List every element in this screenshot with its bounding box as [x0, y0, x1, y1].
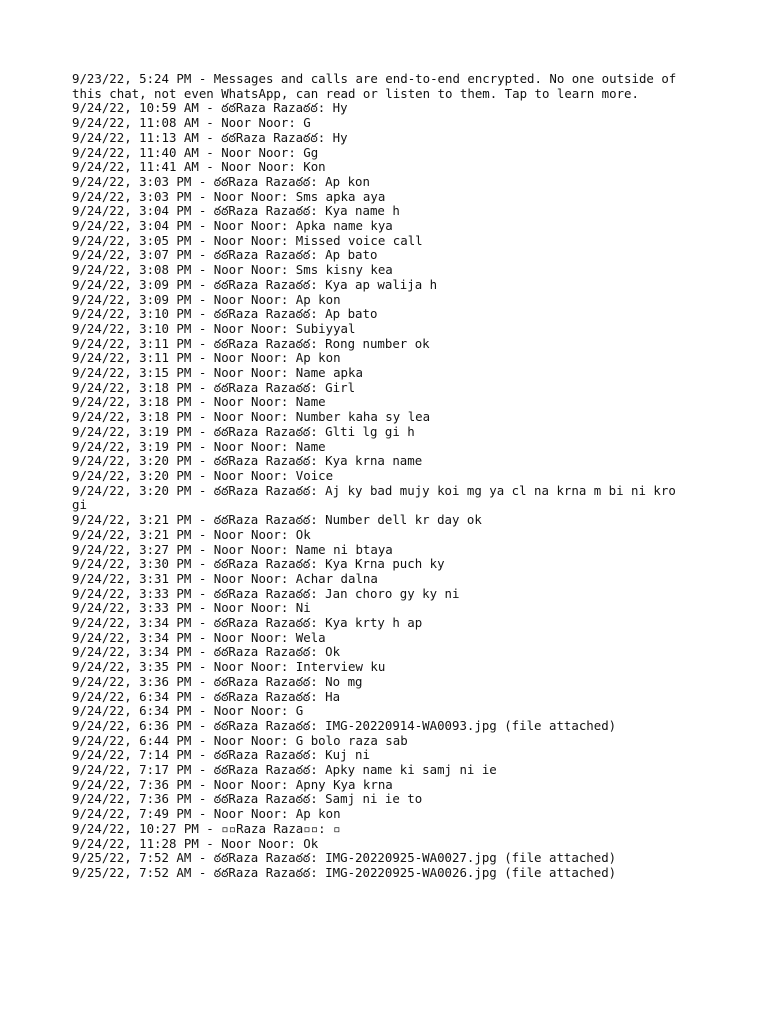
- chat-line: 9/24/22, 3:30 PM - ఠఠRaza Razaఠఠ: Kya Krna puch ky: [72, 556, 445, 572]
- chat-line: 9/24/22, 11:40 AM - Noor Noor: Gg: [72, 144, 319, 160]
- chat-line: 9/24/22, 3:10 PM - ఠఠRaza Razaఠఠ: Ap bato: [72, 306, 378, 322]
- chat-line: 9/24/22, 6:44 PM - Noor Noor: G bolo raza sab: [72, 732, 408, 748]
- chat-line: 9/24/22, 11:13 AM - ఠఠRaza Razaఠఠ: Hy: [72, 129, 348, 145]
- chat-line: 9/24/22, 6:36 PM - ఠఠRaza Razaఠఠ: IMG-20220914-WA0093.jpg (file attached): [72, 717, 617, 733]
- chat-line: 9/24/22, 3:33 PM - ఠఠRaza Razaఠఠ: Jan choro gy ky ni: [72, 585, 460, 601]
- chat-line: 9/24/22, 3:10 PM - Noor Noor: Subiyyal: [72, 320, 356, 336]
- chat-line: 9/24/22, 7:17 PM - ఠఠRaza Razaఠఠ: Apky name ki samj ni ie: [72, 762, 497, 778]
- chat-line: 9/24/22, 3:11 PM - Noor Noor: Ap kon: [72, 350, 341, 366]
- chat-line: 9/24/22, 3:19 PM - ఠఠRaza Razaఠఠ: Glti lg gi h: [72, 423, 415, 439]
- chat-line: 9/24/22, 3:07 PM - ఠఠRaza Razaఠఠ: Ap bato: [72, 247, 378, 263]
- chat-line: 9/25/22, 7:52 AM - ఠఠRaza Razaఠఠ: IMG-20220925-WA0026.jpg (file attached): [72, 864, 617, 880]
- chat-line: 9/24/22, 7:36 PM - ఠఠRaza Razaఠఠ: Samj ni ie to: [72, 791, 423, 807]
- chat-line: 9/24/22, 3:09 PM - Noor Noor: Ap kon: [72, 291, 341, 307]
- chat-line: 9/24/22, 3:18 PM - Noor Noor: Name: [72, 394, 326, 410]
- chat-line: 9/24/22, 3:31 PM - Noor Noor: Achar dalna: [72, 570, 378, 586]
- chat-line: 9/24/22, 3:34 PM - ఠఠRaza Razaఠఠ: Kya krty h ap: [72, 615, 423, 631]
- chat-line: 9/24/22, 3:33 PM - Noor Noor: Ni: [72, 600, 311, 616]
- chat-line: 9/24/22, 7:36 PM - Noor Noor: Apny Kya krna: [72, 776, 393, 792]
- chat-line: 9/24/22, 3:21 PM - ఠఠRaza Razaఠఠ: Number dell kr day ok: [72, 512, 482, 528]
- chat-line: 9/24/22, 3:03 PM - ఠఠRaza Razaఠఠ: Ap kon: [72, 173, 370, 189]
- chat-line: 9/24/22, 3:34 PM - ఠఠRaza Razaఠఠ: Ok: [72, 644, 341, 660]
- chat-line: 9/24/22, 3:35 PM - Noor Noor: Interview ku: [72, 659, 386, 675]
- chat-line: 9/24/22, 10:59 AM - ఠఠRaza Razaఠఠ: Hy: [72, 100, 348, 116]
- chat-line: 9/24/22, 3:34 PM - Noor Noor: Wela: [72, 629, 326, 645]
- chat-line: 9/24/22, 11:08 AM - Noor Noor: G: [72, 115, 311, 131]
- chat-line: 9/24/22, 3:21 PM - Noor Noor: Ok: [72, 526, 311, 542]
- chat-line: 9/24/22, 3:36 PM - ఠఠRaza Razaఠఠ: No mg: [72, 673, 363, 689]
- chat-line: 9/24/22, 11:28 PM - Noor Noor: Ok: [72, 835, 319, 851]
- chat-line: 9/24/22, 3:20 PM - ఠఠRaza Razaఠఠ: Kya krna name: [72, 453, 423, 469]
- chat-line: 9/24/22, 3:04 PM - Noor Noor: Apka name kya: [72, 218, 393, 234]
- chat-line: 9/24/22, 3:27 PM - Noor Noor: Name ni btaya: [72, 541, 393, 557]
- chat-line: 9/24/22, 3:18 PM - Noor Noor: Number kaha sy lea: [72, 409, 431, 425]
- chat-line: 9/25/22, 7:52 AM - ఠఠRaza Razaఠఠ: IMG-20220925-WA0027.jpg (file attached): [72, 850, 617, 866]
- chat-line: 9/24/22, 3:19 PM - Noor Noor: Name: [72, 438, 326, 454]
- chat-line: 9/24/22, 3:05 PM - Noor Noor: Missed voice call: [72, 232, 423, 248]
- chat-line: 9/24/22, 3:08 PM - Noor Noor: Sms kisny kea: [72, 262, 393, 278]
- chat-line: 9/24/22, 7:14 PM - ఠఠRaza Razaఠఠ: Kuj ni: [72, 747, 370, 763]
- chat-line: 9/24/22, 6:34 PM - Noor Noor: G: [72, 703, 304, 719]
- chat-line: 9/23/22, 5:24 PM - Messages and calls are end-to-end encrypted. No one outside of this chat, not even WhatsApp, can read or listen to them. Tap to learn more.: [72, 71, 684, 101]
- chat-line: 9/24/22, 3:09 PM - ఠఠRaza Razaఠఠ: Kya ap walija h: [72, 276, 438, 292]
- chat-line: 9/24/22, 3:04 PM - ఠఠRaza Razaఠఠ: Kya name h: [72, 203, 400, 219]
- chat-line: 9/24/22, 11:41 AM - Noor Noor: Kon: [72, 159, 326, 175]
- chat-line: 9/24/22, 6:34 PM - ఠఠRaza Razaఠఠ: Ha: [72, 688, 341, 704]
- chat-line: 9/24/22, 3:03 PM - Noor Noor: Sms apka aya: [72, 188, 386, 204]
- chat-line: 9/24/22, 3:20 PM - Noor Noor: Voice: [72, 467, 334, 483]
- chat-export-log: [72, 72, 682, 881]
- chat-line: 9/24/22, 3:11 PM - ఠఠRaza Razaఠఠ: Rong number ok: [72, 335, 430, 351]
- chat-line: 9/24/22, 7:49 PM - Noor Noor: Ap kon: [72, 806, 341, 822]
- chat-line: 9/24/22, 3:20 PM - ఠఠRaza Razaఠఠ: Aj ky bad mujy koi mg ya cl na krna m bi ni kro gi: [72, 482, 684, 513]
- chat-line: 9/24/22, 3:15 PM - Noor Noor: Name apka: [72, 365, 363, 381]
- chat-line: 9/24/22, 10:27 PM - ▫▫Raza Raza▫▫: ▫: [72, 820, 341, 836]
- chat-line: 9/24/22, 3:18 PM - ఠఠRaza Razaఠఠ: Girl: [72, 379, 356, 395]
